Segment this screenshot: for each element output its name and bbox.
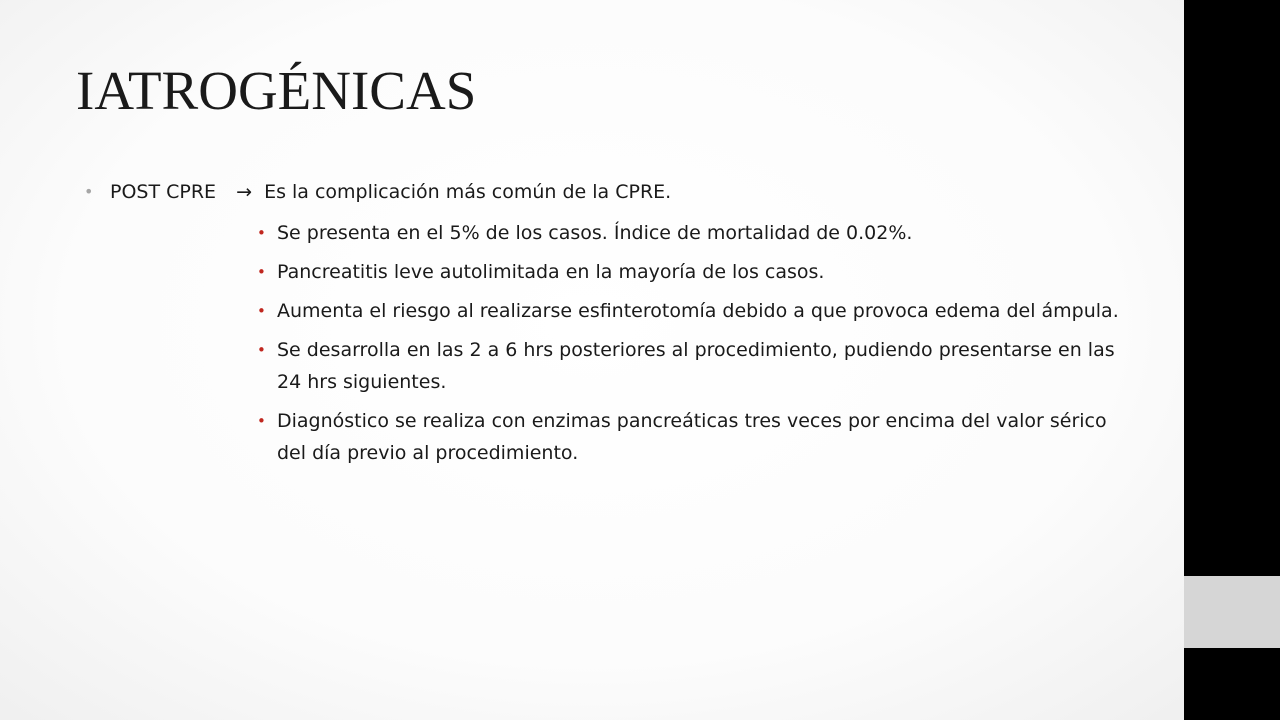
sub-bullet-item xyxy=(257,217,1137,249)
sub-bullet-text: Se desarrolla en las 2 a 6 hrs posteriores al procedimiento, pudiendo presentarse en las 24 hrs siguientes. xyxy=(277,339,1115,393)
bullet-dot-icon: • xyxy=(257,224,266,242)
sub-bullet-text: Diagnóstico se realiza con enzimas pancreáticas tres veces por encima del valor sérico del día previo al procedimiento. xyxy=(277,410,1107,464)
sub-bullet-item xyxy=(257,295,1137,327)
bullet-dot-icon: • xyxy=(84,182,94,201)
main-bullet-text: Es la complicación más común de la CPRE. xyxy=(264,181,672,203)
bullet-dot-icon: • xyxy=(257,412,266,430)
sub-bullet-item xyxy=(257,256,1137,288)
sub-bullet-text: Se presenta en el 5% de los casos. Índice de mortalidad de 0.02%. xyxy=(277,222,913,244)
bullet-dot-icon: • xyxy=(257,341,266,359)
sub-bullet-text: Aumenta el riesgo al realizarse esfinterotomía debido a que provoca edema del ámpula. xyxy=(277,300,1119,322)
right-sidebar-bar xyxy=(1184,0,1280,720)
sub-bullet-item xyxy=(257,334,1137,398)
main-bullet-label: POST CPRE xyxy=(110,181,217,203)
slide-title: IATROGÉNICAS xyxy=(76,60,477,121)
arrow-right-icon: → xyxy=(236,181,253,203)
bullet-dot-icon: • xyxy=(257,302,266,320)
sidebar-accent-band xyxy=(1184,576,1280,648)
main-bullet xyxy=(84,176,672,208)
sub-bullet-list xyxy=(257,217,1137,476)
sub-bullet-text: Pancreatitis leve autolimitada en la mayoría de los casos. xyxy=(277,261,825,283)
sub-bullet-item xyxy=(257,405,1137,469)
bullet-dot-icon: • xyxy=(257,263,266,281)
